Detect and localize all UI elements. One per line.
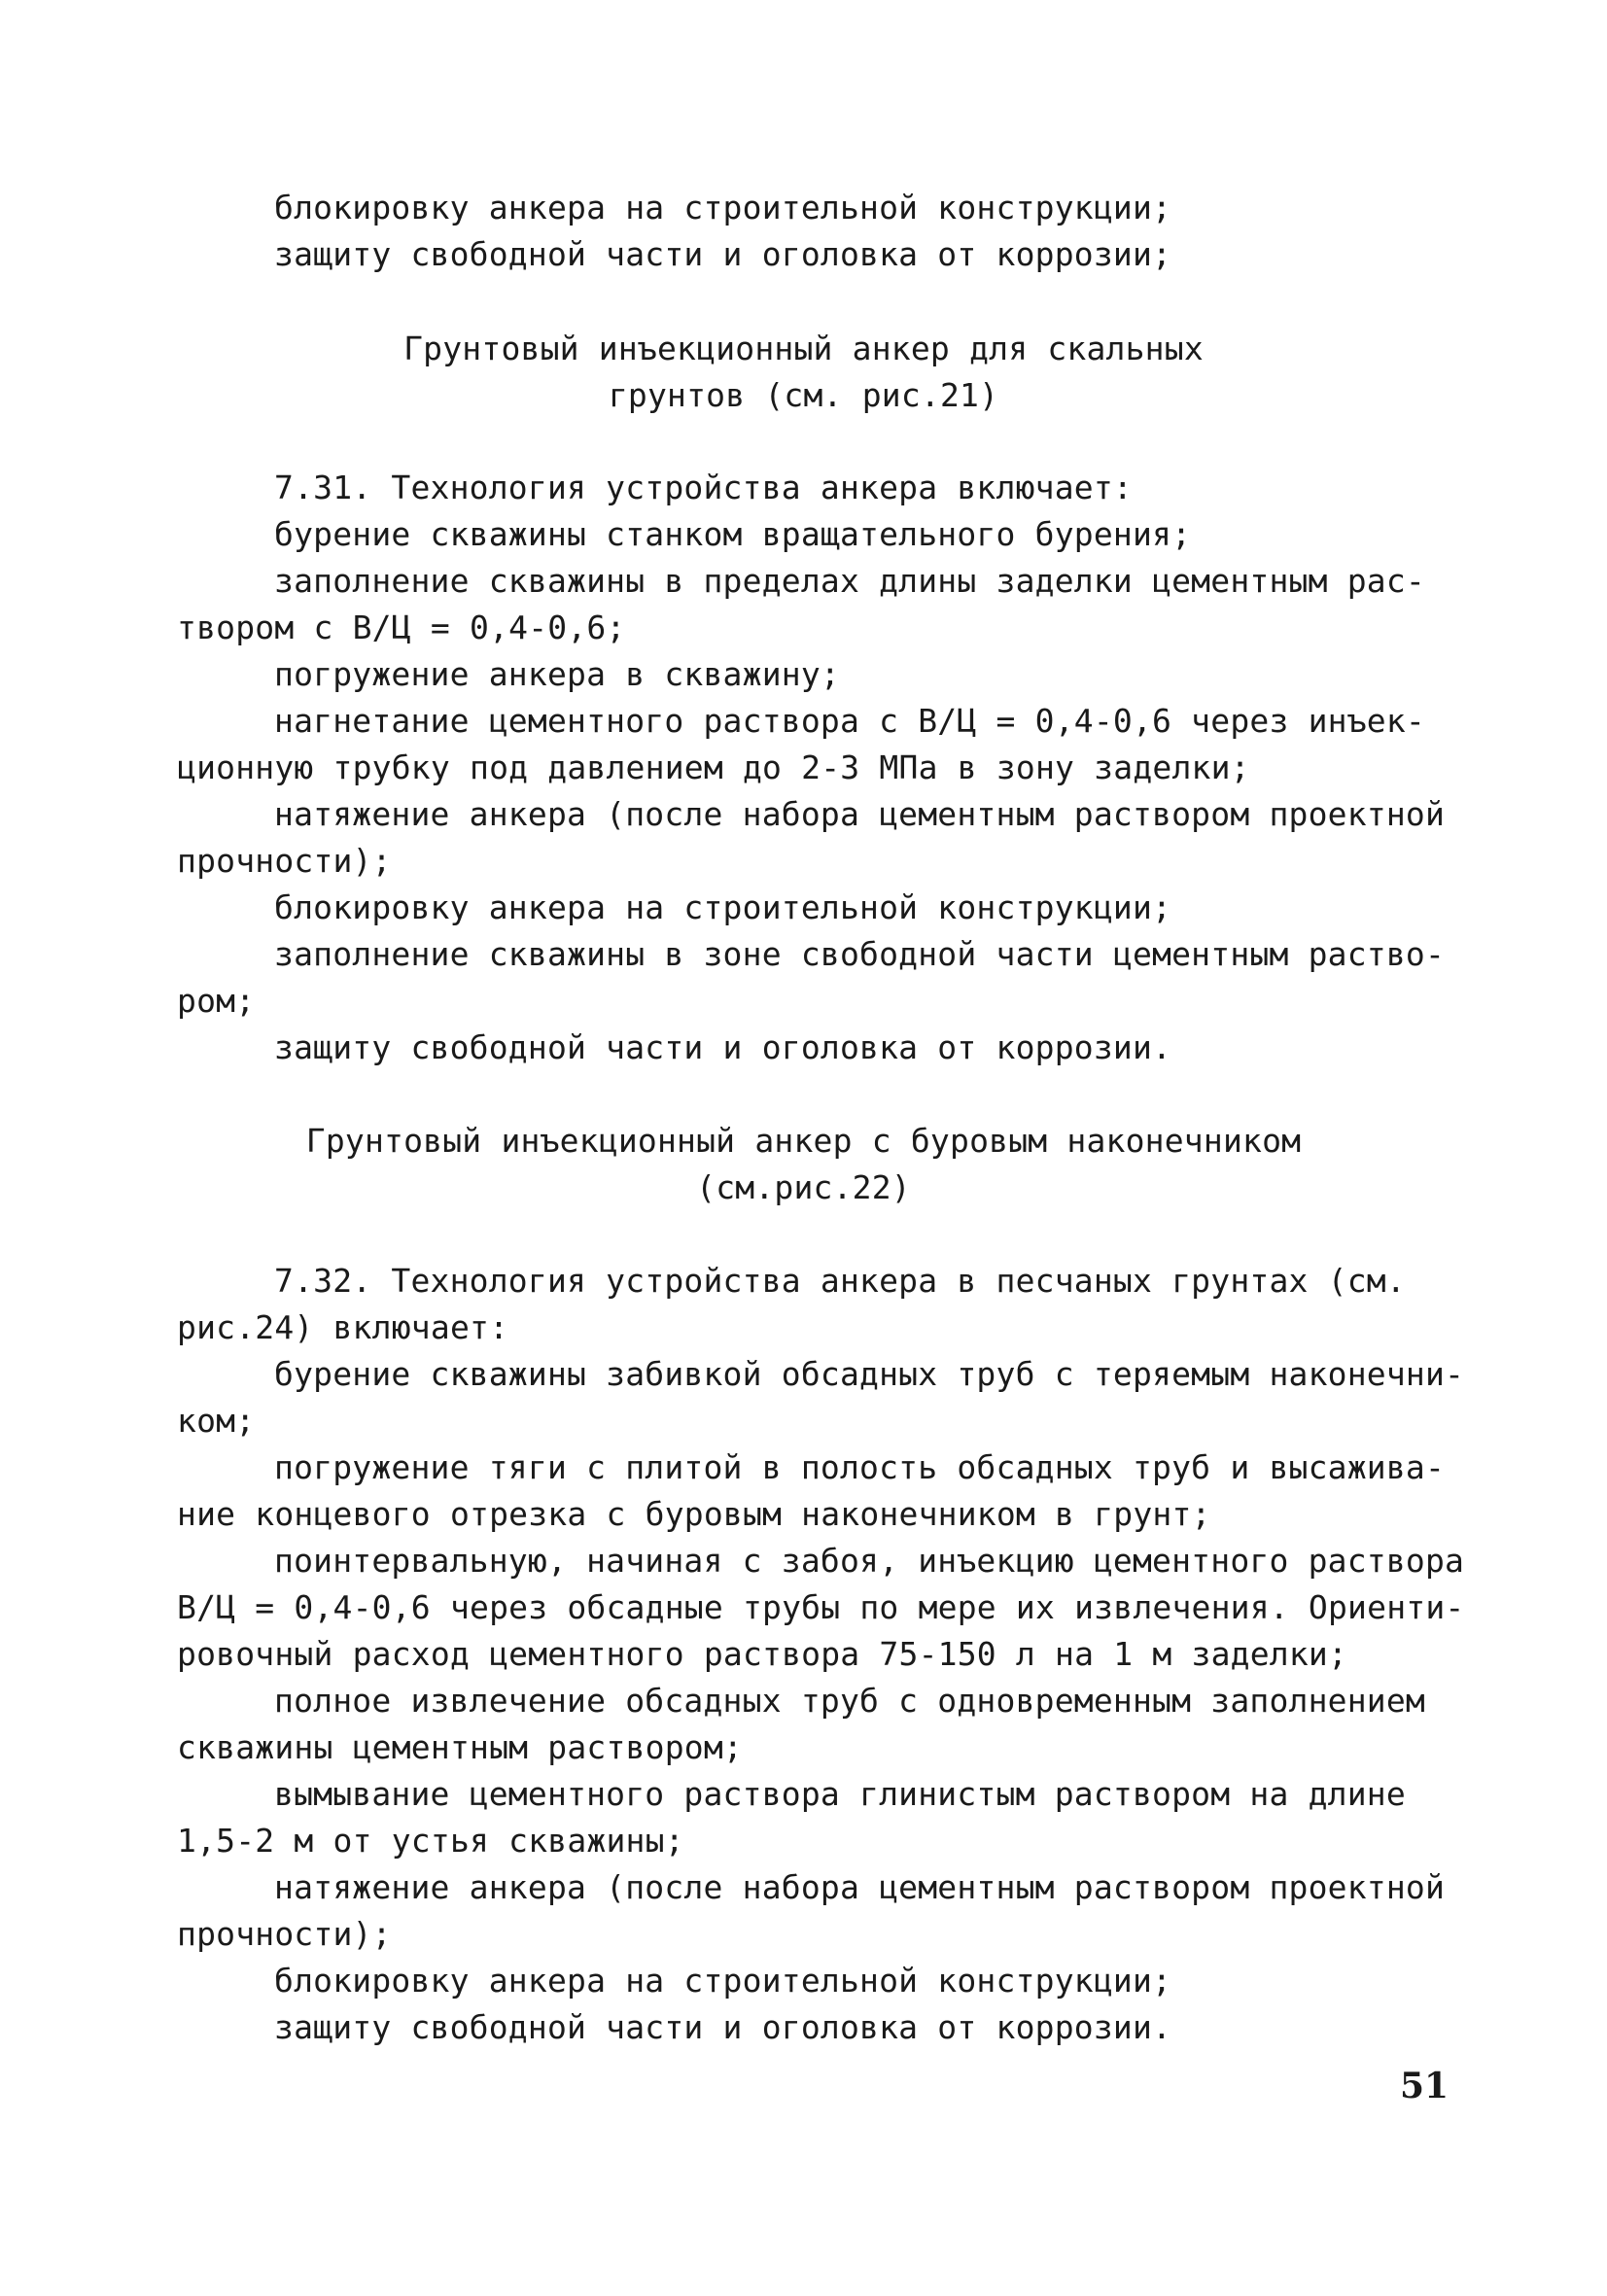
text-line: нагнетание цементного раствора с В/Ц = 0,4-0,6 через инъек- bbox=[274, 702, 1425, 740]
text-line: натяжение анкера (после набора цементным раствором проектной bbox=[274, 1868, 1446, 1906]
text-line: В/Ц = 0,4-0,6 через обсадные трубы по мере их извлечения. Ориенти- bbox=[177, 1588, 1465, 1626]
text-line: блокировку анкера на строительной конструкции; bbox=[274, 1962, 1172, 2000]
text-line: вымывание цементного раствора глинистым раствором на длине bbox=[274, 1775, 1406, 1813]
text-line: погружение тяги с плитой в полость обсадных труб и высажива- bbox=[274, 1448, 1446, 1486]
text-line: рис.24) включает: bbox=[177, 1308, 509, 1346]
text-line: прочности); bbox=[177, 842, 392, 880]
text-line: защиту свободной части и оголовка от коррозии. bbox=[274, 2008, 1172, 2046]
section-heading: Грунтовый инъекционный анкер для скальных bbox=[403, 330, 1204, 367]
section-heading: (см.рис.22) bbox=[696, 1168, 911, 1206]
text-line: ром; bbox=[177, 982, 256, 1020]
text-line: заполнение скважины в пределах длины заделки цементным рас- bbox=[274, 562, 1425, 600]
page-number: 51 bbox=[1400, 2066, 1450, 2106]
text-line: погружение анкера в скважину; bbox=[274, 655, 840, 693]
text-line: 1,5-2 м от устья скважины; bbox=[177, 1822, 684, 1860]
text-line: ком; bbox=[177, 1402, 256, 1440]
section-heading: Грунтовый инъекционный анкер с буровым наконечником bbox=[305, 1122, 1302, 1160]
text-line: скважины цементным раствором; bbox=[177, 1728, 743, 1766]
text-line: блокировку анкера на строительной конструкции; bbox=[274, 189, 1172, 226]
text-line: защиту свободной части и оголовка от коррозии; bbox=[274, 235, 1172, 273]
text-line: бурение скважины станком вращательного бурения; bbox=[274, 515, 1192, 553]
text-line: натяжение анкера (после набора цементным раствором проектной bbox=[274, 795, 1446, 833]
paragraph-start: 7.31. Технология устройства анкера включает: bbox=[274, 469, 1133, 506]
paragraph-start: 7.32. Технология устройства анкера в песчаных грунтах (см. bbox=[274, 1262, 1406, 1300]
text-line: заполнение скважины в зоне свободной части цементным раство- bbox=[274, 935, 1446, 973]
text-line: блокировку анкера на строительной конструкции; bbox=[274, 888, 1172, 926]
text-line: прочности); bbox=[177, 1915, 392, 1953]
text-line: ние концевого отрезка с буровым наконечником в грунт; bbox=[177, 1495, 1211, 1533]
text-line: поинтервальную, начиная с забоя, инъекцию цементного раствора bbox=[274, 1542, 1465, 1580]
text-line: твором с В/Ц = 0,4-0,6; bbox=[177, 609, 626, 646]
text-line: ровочный расход цементного раствора 75-150 л на 1 м заделки; bbox=[177, 1635, 1348, 1673]
section-heading: грунтов (см. рис.21) bbox=[608, 376, 999, 414]
text-line: защиту свободной части и оголовка от коррозии. bbox=[274, 1028, 1172, 1066]
text-line: полное извлечение обсадных труб с одновременным заполнением bbox=[274, 1682, 1425, 1720]
text-line: бурение скважины забивкой обсадных труб с теряемым наконечни- bbox=[274, 1355, 1465, 1393]
text-line: ционную трубку под давлением до 2-3 МПа в зону заделки; bbox=[177, 748, 1250, 786]
